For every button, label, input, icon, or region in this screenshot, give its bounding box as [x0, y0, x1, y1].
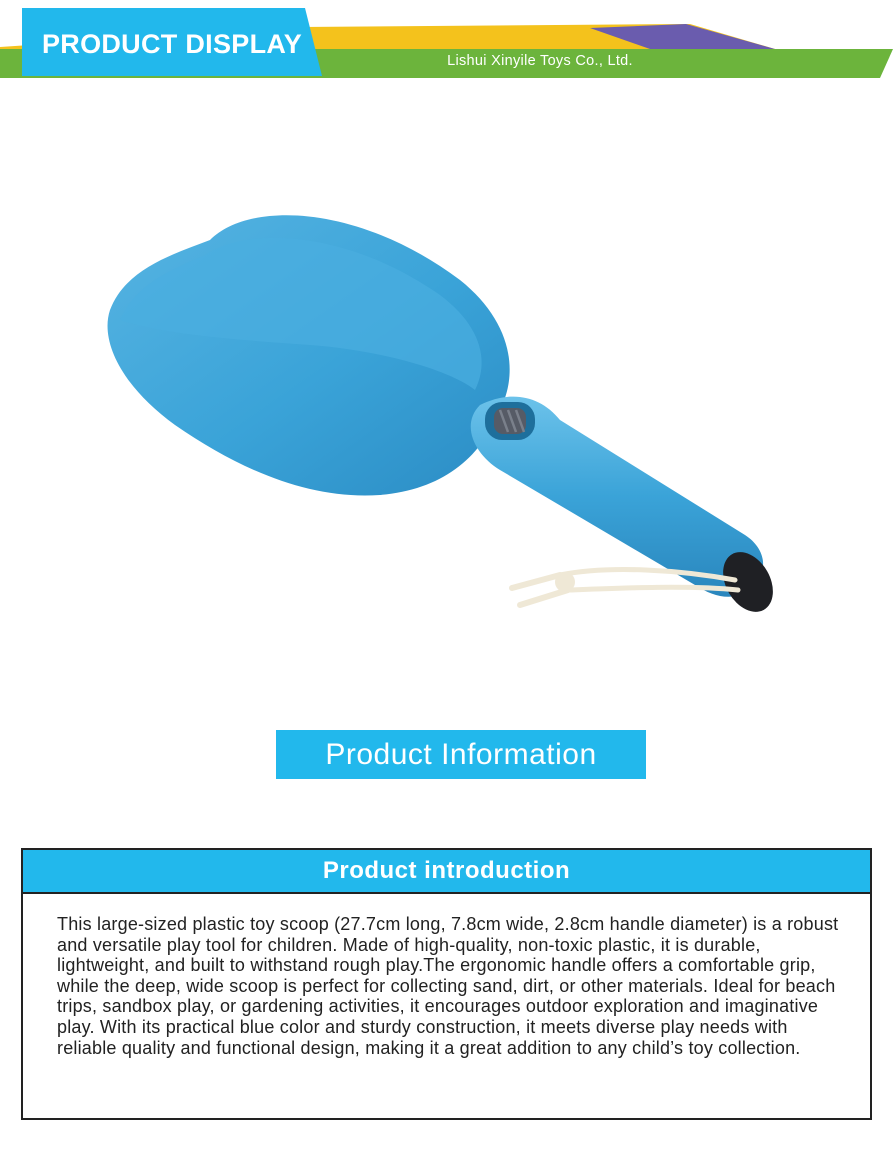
- product-introduction-text: This large-sized plastic toy scoop (27.7cm long, 7.8cm wide, 2.8cm handle diameter) is a robust and versatile play tool for children. Made of high-quality, non-toxic plastic, it is durable, lightweight, and built to withstand rough play.The ergonomic handle offers a comfortable grip, while the deep, wide scoop is perfect for collecting sand, dirt, or other materials. Ideal for beach trips, sandbox play, or gardening activities, it encourages outdoor exploration and imaginative play. With its practical blue color and sturdy construction, it meets diverse play needs with reliable quality and functional design, making it a great addition to any child’s toy collection.: [57, 914, 839, 1058]
- header-banner: [0, 0, 895, 80]
- product-introduction-heading: Product introduction: [23, 850, 870, 894]
- product-introduction-panel: [21, 848, 872, 1120]
- product-information-label: Product Information: [276, 730, 646, 779]
- company-name: Lishui Xinyile Toys Co., Ltd.: [447, 53, 633, 69]
- toy-scoop-illustration: [80, 170, 800, 650]
- cord-knot: [555, 572, 575, 592]
- product-image: [80, 170, 800, 650]
- banner-title: PRODUCT DISPLAY: [41, 28, 303, 59]
